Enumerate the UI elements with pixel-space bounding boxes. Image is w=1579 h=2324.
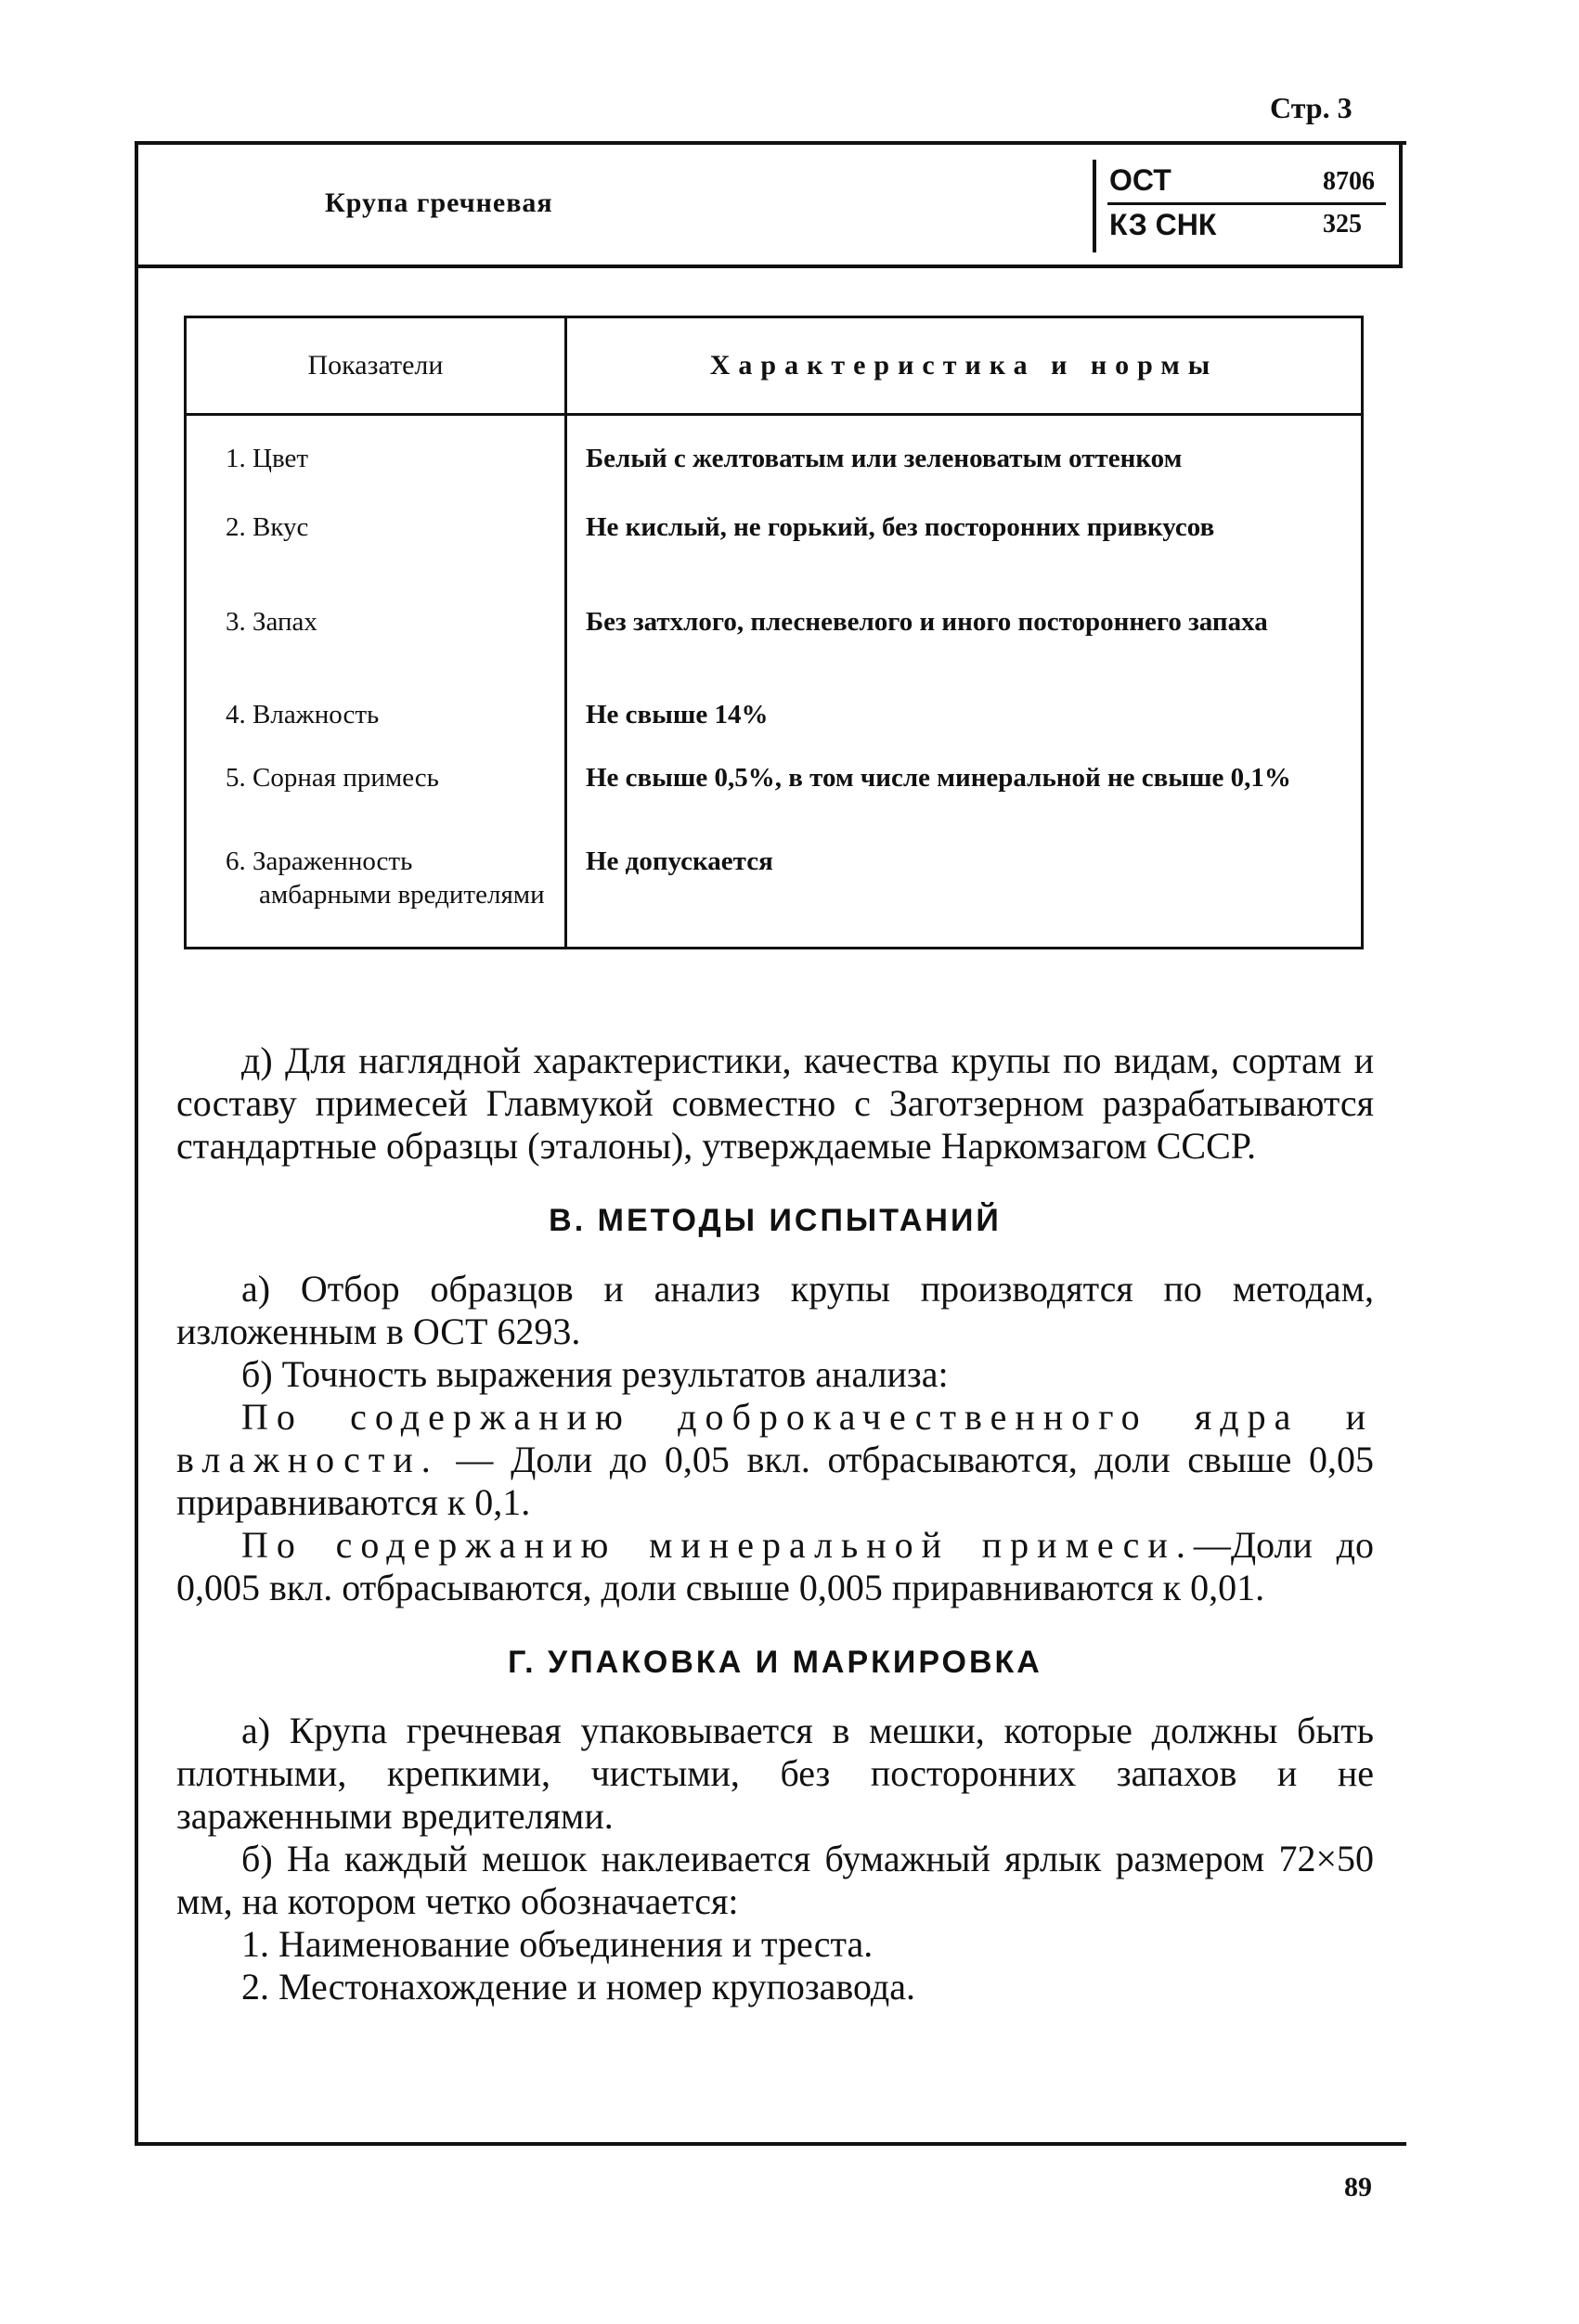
standard-number-bottom: 325 [1323,210,1362,239]
table-row [186,845,1363,949]
paragraph-text: — Доли до 0,05 вкл. отбрасываются, доли свыше 0,05 приравниваются к 0,1. [176,1439,1374,1523]
table-header-row [186,317,1363,415]
standard-number-top: 8706 [1323,167,1375,196]
header-rule [138,265,1399,268]
indicator-cell: 4. Влажность [186,698,566,761]
page-number: 89 [1344,2172,1372,2202]
table-row [186,761,1363,845]
column-header-indicators: Показатели [186,317,566,415]
norm-cell: Без затхлого, плесневелого и иного постороннего запаха [566,605,1363,698]
frame-right-edge [1399,141,1403,268]
paragraph-packing-b: б) На каждый мешок наклеивается бумажный ярлык размером 72×50 мм, на котором четко обозначается: [176,1838,1374,1922]
paragraph-methods-b: б) Точность выражения результатов анализа: [241,1353,949,1395]
document-title: Крупа гречневая [325,187,553,218]
paragraph-packing-a: а) Крупа гречневая упаковывается в мешки, которые должны быть плотными, крепкими, чистыми, без посторонних запахов и не зараженными вредителями. [176,1710,1374,1837]
paragraph-d: д) Для наглядной характеристики, качества крупы по видам, сортам и составу примесей Главмукой совместно с Заготзерном разрабатываются стандартные образцы (эталоны), утверждаемые Наркомзагом СССР. [176,1039,1374,1167]
header-divider [1093,160,1096,252]
section-title-methods: В. МЕТОДЫ ИСПЫТАНИЙ [549,1203,1002,1238]
indicator-cell: 2. Вкус [186,510,566,605]
norm-cell: Не кислый, не горький, без посторонних привкусов [566,510,1363,605]
section-title-packing: Г. УПАКОВКА И МАРКИРОВКА [508,1645,1042,1680]
norm-cell: Не свыше 0,5%, в том числе минеральной не свыше 0,1% [566,761,1363,845]
column-header-norms: Характеристика и нормы [566,317,1363,415]
indicator-text-continued: амбарными вредителями [259,880,545,910]
indicator-cell: 3. Запах [186,605,566,698]
indicator-cell: 1. Цвет [186,415,566,511]
standard-code-top: ОСТ [1109,163,1171,197]
list-item: 1. Наименование объединения и треста. [241,1923,874,1965]
norm-cell: Не свыше 14% [566,698,1363,761]
list-item: 2. Местонахождение и номер крупозавода. [241,1966,915,2008]
table-row [186,698,1363,761]
standard-fraction-line [1107,202,1386,205]
table-row [186,510,1363,605]
paragraph-methods-d [176,1524,1374,1609]
spaced-heading: По содержанию доброкачественного ядра и влажности. [176,1396,1374,1480]
paragraph-methods-c [176,1396,1374,1524]
table-row [186,605,1363,698]
paragraph-text: —Доли до 0,005 вкл. отбрасываются, доли свыше 0,005 приравниваются к 0,01. [176,1524,1374,1608]
standard-code-bottom: КЗ СНК [1109,208,1217,241]
norm-cell: Не допускается [566,845,1363,949]
norm-cell: Белый с желтоватым или зеленоватым оттенком [566,415,1363,511]
norms-table [184,316,1364,949]
indicator-cell [186,845,566,949]
page-label: Стр. 3 [1270,91,1353,124]
spaced-heading: По содержанию минеральной примеси. [241,1524,1194,1566]
paragraph-methods-a: а) Отбор образцов и анализ крупы производятся по методам, изложенным в ОСТ 6293. [176,1268,1374,1352]
body-text [176,1039,1374,2008]
table-row [186,415,1363,511]
indicator-text: 6. Зараженность [226,846,413,876]
indicator-cell: 5. Сорная примесь [186,761,566,845]
